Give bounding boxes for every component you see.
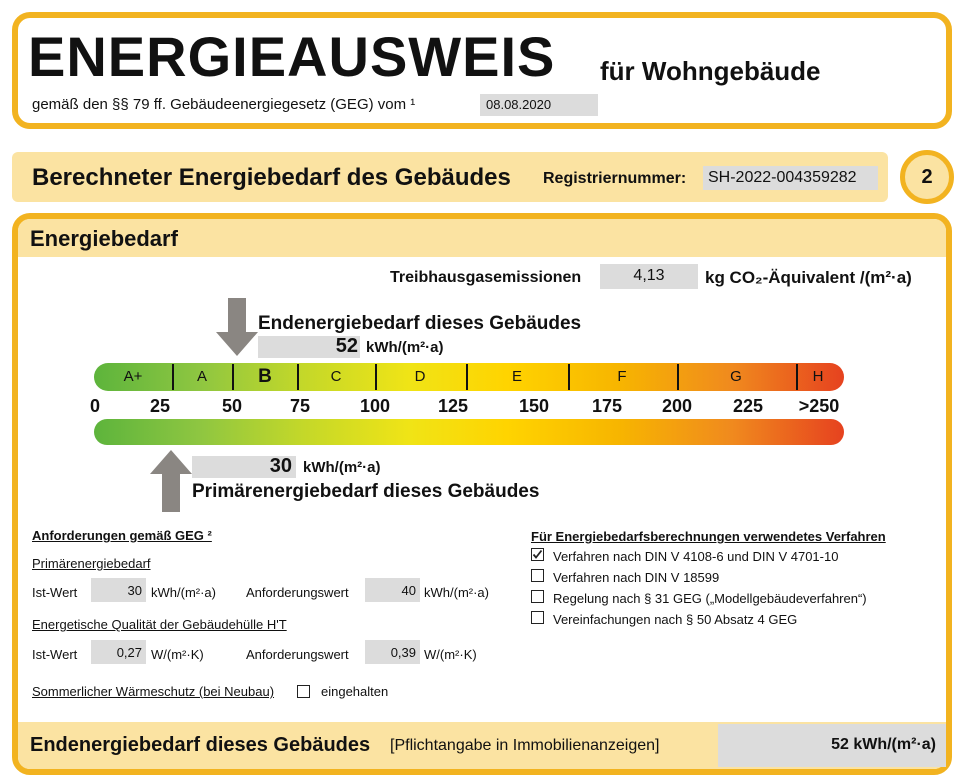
scale-tick: 25	[149, 396, 171, 416]
class-separator	[297, 364, 299, 390]
class-separator	[172, 364, 174, 390]
primary-scale-bar	[94, 419, 844, 445]
document-title: ENERGIEAUSWEIS	[28, 25, 556, 88]
class-separator	[568, 364, 570, 390]
ghg-unit: kg CO₂-Äquivalent /(m²·a)	[705, 268, 912, 287]
summer-protection-checkbox[interactable]	[297, 685, 310, 698]
registration-label: Registriernummer:	[543, 170, 687, 187]
document-subtitle: für Wohngebäude	[600, 56, 821, 86]
primary-energy-value: 30	[269, 455, 292, 477]
class-separator	[796, 364, 798, 390]
class-separator	[677, 364, 679, 390]
ist-label-2: Ist-Wert	[32, 647, 78, 662]
class-label: G	[730, 368, 742, 385]
ist-unit: kWh/(m²·a)	[151, 585, 216, 600]
scale-tick: 225	[732, 396, 764, 416]
class-label: A+	[123, 368, 143, 385]
class-label: E	[511, 368, 523, 385]
ist-value: 30	[91, 578, 146, 602]
registration-number: SH-2022-004359282	[703, 166, 878, 190]
end-energy-value: 52	[335, 335, 358, 357]
scale-tick: 75	[289, 396, 311, 416]
scale-tick: 200	[661, 396, 693, 416]
primary-energy-label: Primärenergiebedarf dieses Gebäudes	[192, 481, 540, 502]
end-energy-unit: kWh/(m²·a)	[366, 339, 444, 356]
method-label: Regelung nach § 31 GEG („Modellgebäudeverfahren“)	[553, 591, 867, 606]
end-energy-arrow-icon	[214, 298, 260, 358]
class-separator	[375, 364, 377, 390]
class-label: C	[330, 368, 342, 385]
class-separator	[232, 364, 234, 390]
ghg-value: 4,13	[600, 264, 698, 289]
class-label: D	[414, 368, 426, 385]
primary-energy-arrow-icon	[148, 450, 194, 512]
class-label-highlighted: B	[258, 366, 272, 387]
law-text: gemäß den §§ 79 ff. Gebäudeenergiegesetz (GEG) vom ¹	[32, 96, 416, 113]
primary-demand-label: Primärenergiebedarf	[32, 556, 151, 571]
anf-label: Anforderungswert	[246, 585, 349, 600]
scale-tick: 0	[89, 396, 101, 416]
scale-tick: 150	[518, 396, 550, 416]
ist-label: Ist-Wert	[32, 585, 78, 600]
primary-energy-unit: kWh/(m²·a)	[303, 459, 381, 476]
class-separator	[466, 364, 468, 390]
footer-value: 52 kWh/(m²·a)	[718, 724, 946, 767]
summer-protection-value: eingehalten	[321, 684, 389, 699]
anf-value: 40	[365, 578, 420, 602]
method-label: Verfahren nach DIN V 18599	[553, 570, 720, 585]
method-label: Vereinfachungen nach § 50 Absatz 4 GEG	[553, 612, 798, 627]
ist-value-2: 0,27	[91, 640, 146, 664]
page-number-badge: 2	[900, 150, 954, 204]
energy-demand-title: Energiebedarf	[30, 226, 178, 251]
anf-unit: kWh/(m²·a)	[424, 585, 489, 600]
method-label: Verfahren nach DIN V 4108-6 und DIN V 4701-10	[553, 549, 839, 564]
ghg-label: Treibhausgasemissionen	[390, 269, 582, 286]
class-label: F	[617, 368, 627, 385]
summer-protection-label: Sommerlicher Wärmeschutz (bei Neubau)	[32, 684, 275, 699]
footer-label: Endenergiebedarf dieses Gebäudes	[30, 734, 371, 756]
ist-unit-2: W/(m²·K)	[151, 647, 204, 662]
scale-tick: 100	[359, 396, 391, 416]
requirements-title: Anforderungen gemäß GEG ²	[32, 528, 212, 543]
scale-tick: 125	[437, 396, 469, 416]
issue-date: 08.08.2020	[480, 94, 598, 116]
class-label: H	[812, 368, 824, 385]
anf-unit-2: W/(m²·K)	[424, 647, 477, 662]
scale-tick: 50	[221, 396, 243, 416]
anf-value-2: 0,39	[365, 640, 420, 664]
footer-note: [Pflichtangabe in Immobilienanzeigen]	[390, 737, 660, 754]
end-energy-label: Endenergiebedarf dieses Gebäudes	[258, 313, 582, 334]
checkmark-icon	[532, 549, 543, 560]
scale-tick: >250	[798, 396, 840, 416]
envelope-quality-label: Energetische Qualität der Gebäudehülle H'T	[32, 617, 287, 632]
scale-tick: 175	[591, 396, 623, 416]
class-label: A	[196, 368, 208, 385]
section-title: Berechneter Energiebedarf des Gebäudes	[32, 164, 511, 191]
methods-title: Für Energiebedarfsberechnungen verwendetes Verfahren	[531, 529, 886, 544]
method-checkbox-checked[interactable]	[531, 548, 544, 561]
method-checkbox[interactable]	[531, 569, 544, 582]
method-checkbox[interactable]	[531, 611, 544, 624]
anf-label-2: Anforderungswert	[246, 647, 349, 662]
method-checkbox[interactable]	[531, 590, 544, 603]
